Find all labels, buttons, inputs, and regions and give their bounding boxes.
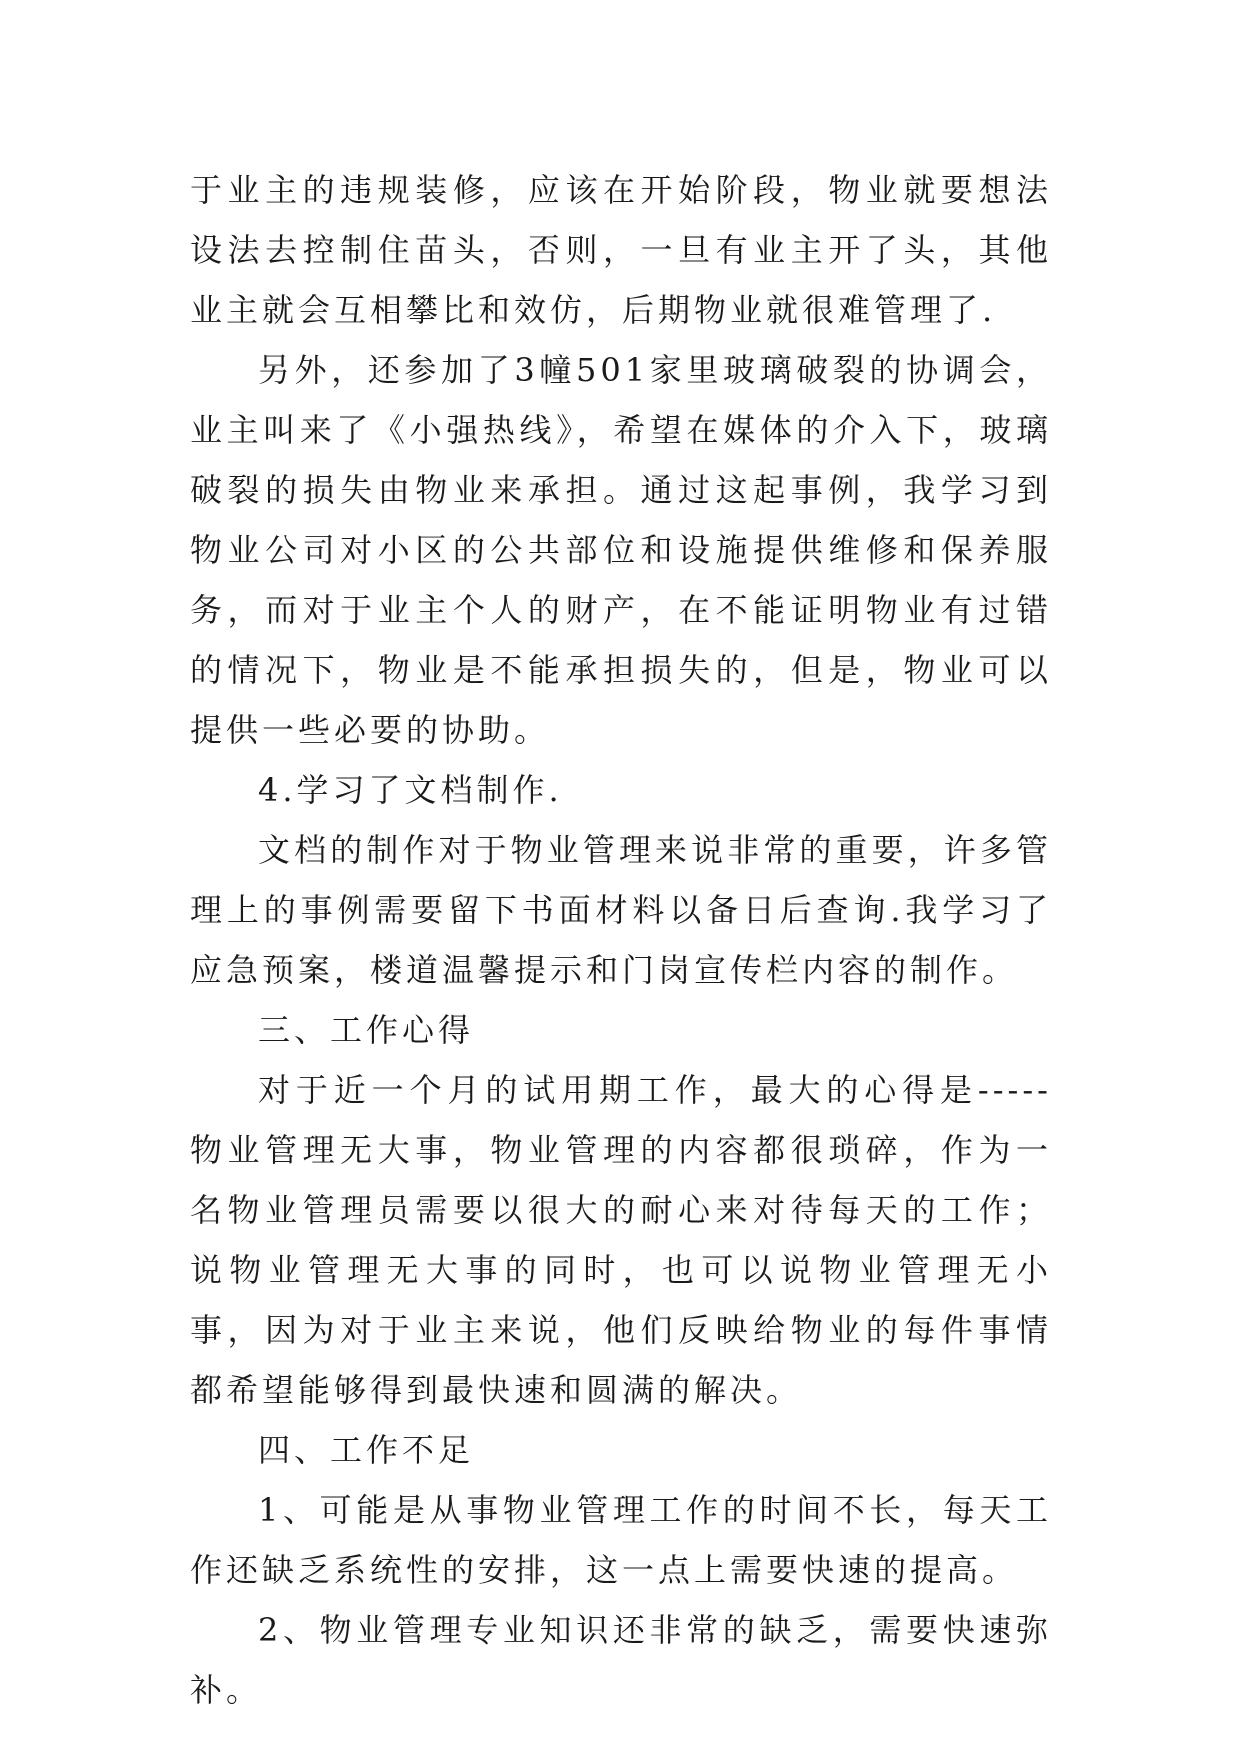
paragraph-glass-incident: 另外，还参加了3幢501家里玻璃破裂的协调会，业主叫来了《小强热线》，希望在媒体的介入下，玻璃破裂的损失由物业来承担。通过这起事例，我学习到物业公司对小区的公共部位和设施提供维修和保养服务，而对于业主个人的财产，在不能证明物业有过错的情况下，物业是不能承担损失的，但是，物业可以提供一些必要的协助。 — [190, 351, 1052, 749]
section-heading-experience: 三、工作心得 — [258, 1011, 475, 1049]
section-item-documents: 4.学习了文档制作. — [258, 771, 563, 809]
section-heading-shortcomings: 四、工作不足 — [258, 1431, 475, 1469]
paragraph-experience: 对于近一个月的试用期工作，最大的心得是-----物业管理无大事，物业管理的内容都很琐碎，作为一名物业管理员需要以很大的耐心来对待每天的工作；说物业管理无大事的同时，也可以说物业管理无小事，因为对于业主来说，他们反映给物业的每件事情都希望能够得到最快速和圆满的解决。 — [190, 1071, 1052, 1409]
document-body — [190, 160, 1052, 1720]
shortcoming-item-1: 1、可能是从事物业管理工作的时间不长，每天工作还缺乏系统性的安排，这一点上需要快速的提高。 — [190, 1491, 1052, 1589]
paragraph-decoration-control: 于业主的违规装修，应该在开始阶段，物业就要想法设法去控制住苗头，否则，一旦有业主开了头，其他业主就会互相攀比和效仿，后期物业就很难管理了. — [190, 171, 1052, 329]
shortcoming-item-2: 2、物业管理专业知识还非常的缺乏，需要快速弥补。 — [190, 1611, 1052, 1709]
paragraph-document-making: 文档的制作对于物业管理来说非常的重要，许多管理上的事例需要留下书面材料以备日后查询.我学习了应急预案，楼道温馨提示和门岗宣传栏内容的制作。 — [190, 831, 1052, 989]
